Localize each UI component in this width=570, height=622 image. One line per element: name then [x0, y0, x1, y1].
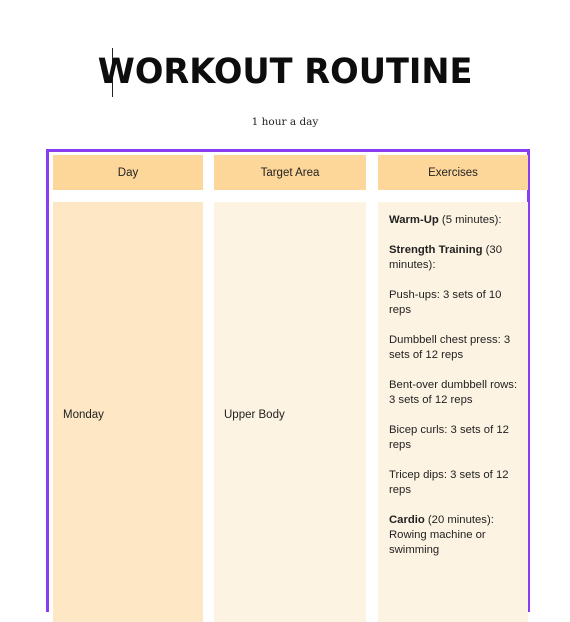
exercise-text: (20 minutes): Rowing machine or swimming [389, 514, 494, 556]
exercise-heading: Strength Training [389, 244, 483, 256]
exercise-item [389, 513, 520, 558]
exercise-text: Tricep dips: 3 sets of 12 reps [389, 469, 509, 496]
exercise-heading: Warm-Up [389, 214, 439, 226]
exercise-item [389, 288, 520, 318]
exercise-text: Bent-over dumbbell rows: 3 sets of 12 reps [389, 379, 518, 406]
cell-target-area[interactable] [214, 202, 366, 622]
workout-table [46, 149, 530, 612]
cell-exercises[interactable] [378, 202, 528, 622]
cell-day[interactable] [53, 202, 203, 622]
target-area-value: Upper Body [224, 409, 285, 421]
page-subtitle[interactable]: 1 hour a day [251, 116, 319, 128]
exercise-item [389, 378, 520, 408]
day-value: Monday [63, 409, 104, 421]
header-target-area[interactable] [214, 155, 366, 190]
exercise-item [389, 333, 520, 363]
header-target-label: Target Area [260, 166, 320, 179]
title-block [0, 47, 570, 97]
exercise-item [389, 468, 520, 498]
header-exercises-label: Exercises [428, 166, 478, 179]
exercise-list [389, 213, 520, 573]
exercise-item [389, 423, 520, 453]
exercise-text: Push-ups: 3 sets of 10 reps [389, 289, 502, 316]
exercise-text: Bicep curls: 3 sets of 12 reps [389, 424, 509, 451]
exercise-item [389, 213, 520, 228]
header-day[interactable] [53, 155, 203, 190]
exercise-text: Dumbbell chest press: 3 sets of 12 reps [389, 334, 511, 361]
page-title[interactable]: WORKOUT ROUTINE [97, 52, 473, 92]
exercise-heading: Cardio [389, 514, 425, 526]
header-exercises[interactable] [378, 155, 528, 190]
exercise-text: (30 minutes): [389, 244, 502, 271]
exercise-text: (5 minutes): [438, 214, 502, 226]
exercise-item [389, 243, 520, 273]
header-day-label: Day [117, 166, 139, 179]
